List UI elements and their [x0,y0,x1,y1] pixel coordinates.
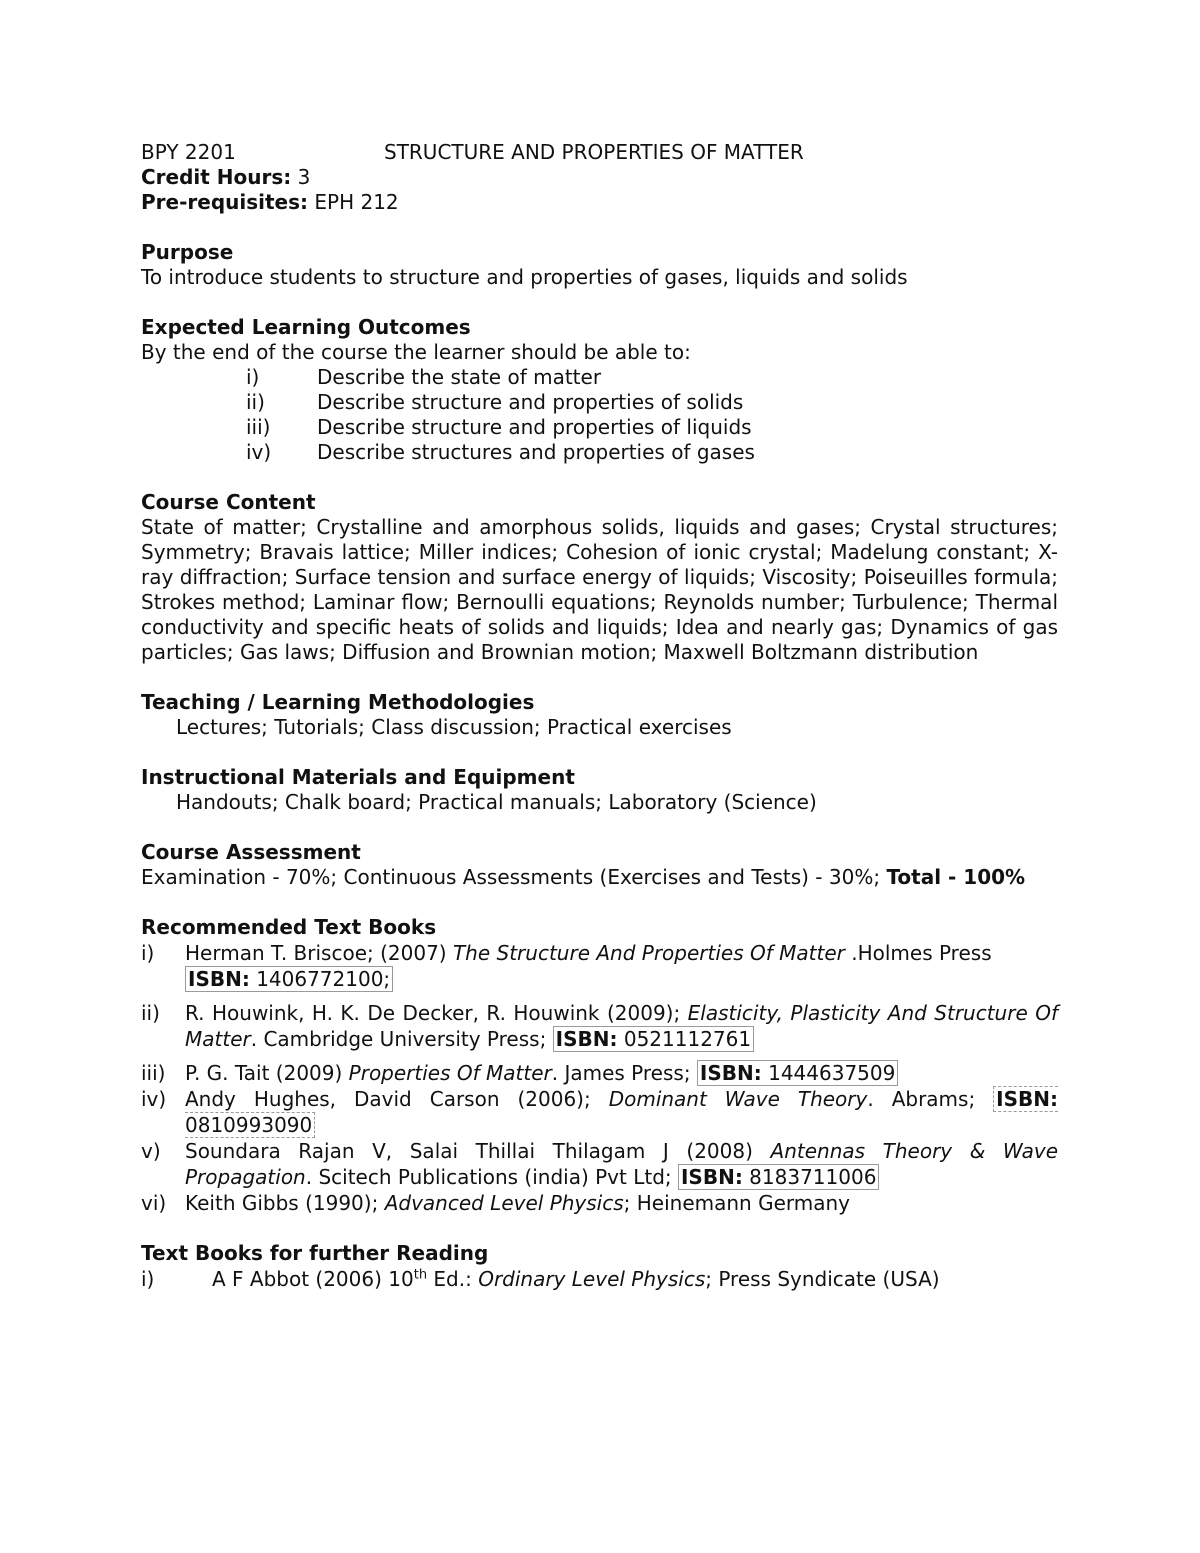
isbn-label: ISBN: [555,1027,618,1051]
isbn-number: 1444637509 [768,1061,896,1085]
books-heading: Recommended Text Books [141,915,437,939]
content-heading: Course Content [141,490,316,514]
outcome-text: Describe structures and properties of gases [317,440,755,464]
isbn-number: 8183711006 [749,1165,877,1189]
outcome-text: Describe structure and properties of liquids [317,415,752,439]
book-authors: Herman T. Briscoe; (2007) [185,941,453,965]
document-page [141,140,1058,1292]
further-publisher: ; Press Syndicate (USA) [705,1267,940,1291]
isbn-label: ISBN: [996,1087,1058,1111]
assessment-total: Total - 100% [886,865,1026,889]
book-title: The Structure And Properties Of Matter [452,941,845,965]
book-isbn [697,1060,898,1086]
book-isbn [553,1026,754,1052]
book-isbn [185,966,393,992]
assessment-breakdown: Examination - 70%; Continuous Assessments (Exercises and Tests) - 30%; [141,865,881,889]
book-isbn [678,1164,879,1190]
book-authors: Soundara Rajan V, Salai Thillai Thilagam J (2008) [185,1139,771,1163]
outcomes-heading: Expected Learning Outcomes [141,315,471,339]
methods-text: Lectures; Tutorials; Class discussion; Practical exercises [176,715,732,739]
book-authors: P. G. Tait (2009) [185,1061,349,1085]
further-edition: Ed.: [427,1267,479,1291]
book-item [141,1000,1058,1052]
book-number: i) [141,941,155,965]
outcome-number: iii) [246,415,271,439]
assessment-heading: Course Assessment [141,840,361,864]
book-item [141,1138,1058,1190]
outcome-text: Describe structure and properties of solids [317,390,744,414]
outcome-item [141,440,1058,465]
book-authors: Andy Hughes, David Carson (2006); [185,1087,609,1111]
purpose-heading: Purpose [141,240,234,264]
isbn-label: ISBN: [699,1061,762,1085]
book-number: iii) [141,1061,166,1085]
outcome-item [141,365,1058,390]
book-publisher: .Holmes Press [844,941,992,965]
book-title: Antennas Theory & Wave Propagation [185,1139,1058,1189]
book-publisher: . James Press; [551,1061,697,1085]
further-authors: A F Abbot (2006) 10 [212,1267,414,1291]
book-title: Elasticity, Plasticity And Structure Of Matter [185,1001,1058,1051]
book-title: Advanced Level Physics [384,1191,624,1215]
book-publisher: . Abrams; [867,1087,994,1111]
further-edition-suffix: th [413,1267,428,1283]
purpose-text: To introduce students to structure and properties of gases, liquids and solids [141,265,908,289]
book-publisher: . Cambridge University Press; [250,1027,553,1051]
materials-heading: Instructional Materials and Equipment [141,765,575,789]
book-item [141,940,1058,992]
further-heading: Text Books for further Reading [141,1241,489,1265]
methods-heading: Teaching / Learning Methodologies [141,690,535,714]
outcome-text: Describe the state of matter [317,365,602,389]
materials-text: Handouts; Chalk board; Practical manuals; Laboratory (Science) [176,790,817,814]
book-item [141,1086,1058,1138]
book-number: iv) [141,1087,167,1111]
book-publisher: ; Heinemann Germany [623,1191,851,1215]
isbn-label: ISBN: [188,967,250,991]
outcome-number: i) [246,365,260,389]
outcome-item [141,390,1058,415]
book-publisher: . Scitech Publications (india) Pvt Ltd; [305,1165,678,1189]
prerequisites [141,190,1058,215]
content-text: State of matter; Crystalline and amorphous solids, liquids and gases; Crystal structures; Symmetry; Bravais lattice; Miller indices; Cohesion of ionic crystal; Madelung constant; X-ray diffraction; Surface tension and surface energy of liquids; Viscosity; Poiseuilles formula; Strokes method; Laminar flow; Bernoulli equations; Reynolds number; Turbulence; Thermal conductivity and specific heats of solids and liquids; Idea and nearly gas; Dynamics of gas particles; Gas laws; Diffusion and Brownian motion; Maxwell Boltzmann distribution [141,515,1058,664]
credit-hours-label: Credit Hours: [141,165,292,189]
isbn-number: 1406772100; [256,967,391,991]
assessment-text [141,865,1058,890]
book-authors: Keith Gibbs (1990); [185,1191,385,1215]
further-item [141,1266,1058,1292]
book-item [141,1060,1058,1086]
outcome-item [141,415,1058,440]
outcome-number: iv) [246,440,272,464]
isbn-label: ISBN: [680,1165,743,1189]
course-code: BPY 2201 [141,140,236,164]
further-title: Ordinary Level Physics [478,1267,706,1291]
book-item [141,1190,1058,1216]
course-title: STRUCTURE AND PROPERTIES OF MATTER [384,140,804,164]
prerequisites-label: Pre-requisites: [141,190,309,214]
book-title: Dominant Wave Theory [608,1087,868,1111]
book-number: ii) [141,1001,160,1025]
outcomes-intro: By the end of the course the learner should be able to: [141,340,691,364]
isbn-number: 0521112761 [623,1027,752,1051]
isbn-number: 0810993090 [185,1113,313,1137]
prerequisites-value: EPH 212 [314,190,399,214]
book-title: Properties Of Matter [348,1061,552,1085]
credit-hours-value: 3 [297,165,311,189]
book-authors: R. Houwink, H. K. De Decker, R. Houwink (2009); [185,1001,688,1025]
course-header [141,140,1058,165]
book-number: vi) [141,1191,167,1215]
further-number: i) [141,1267,155,1291]
outcome-number: ii) [246,390,265,414]
credit-hours [141,165,1058,190]
book-number: v) [141,1139,161,1163]
